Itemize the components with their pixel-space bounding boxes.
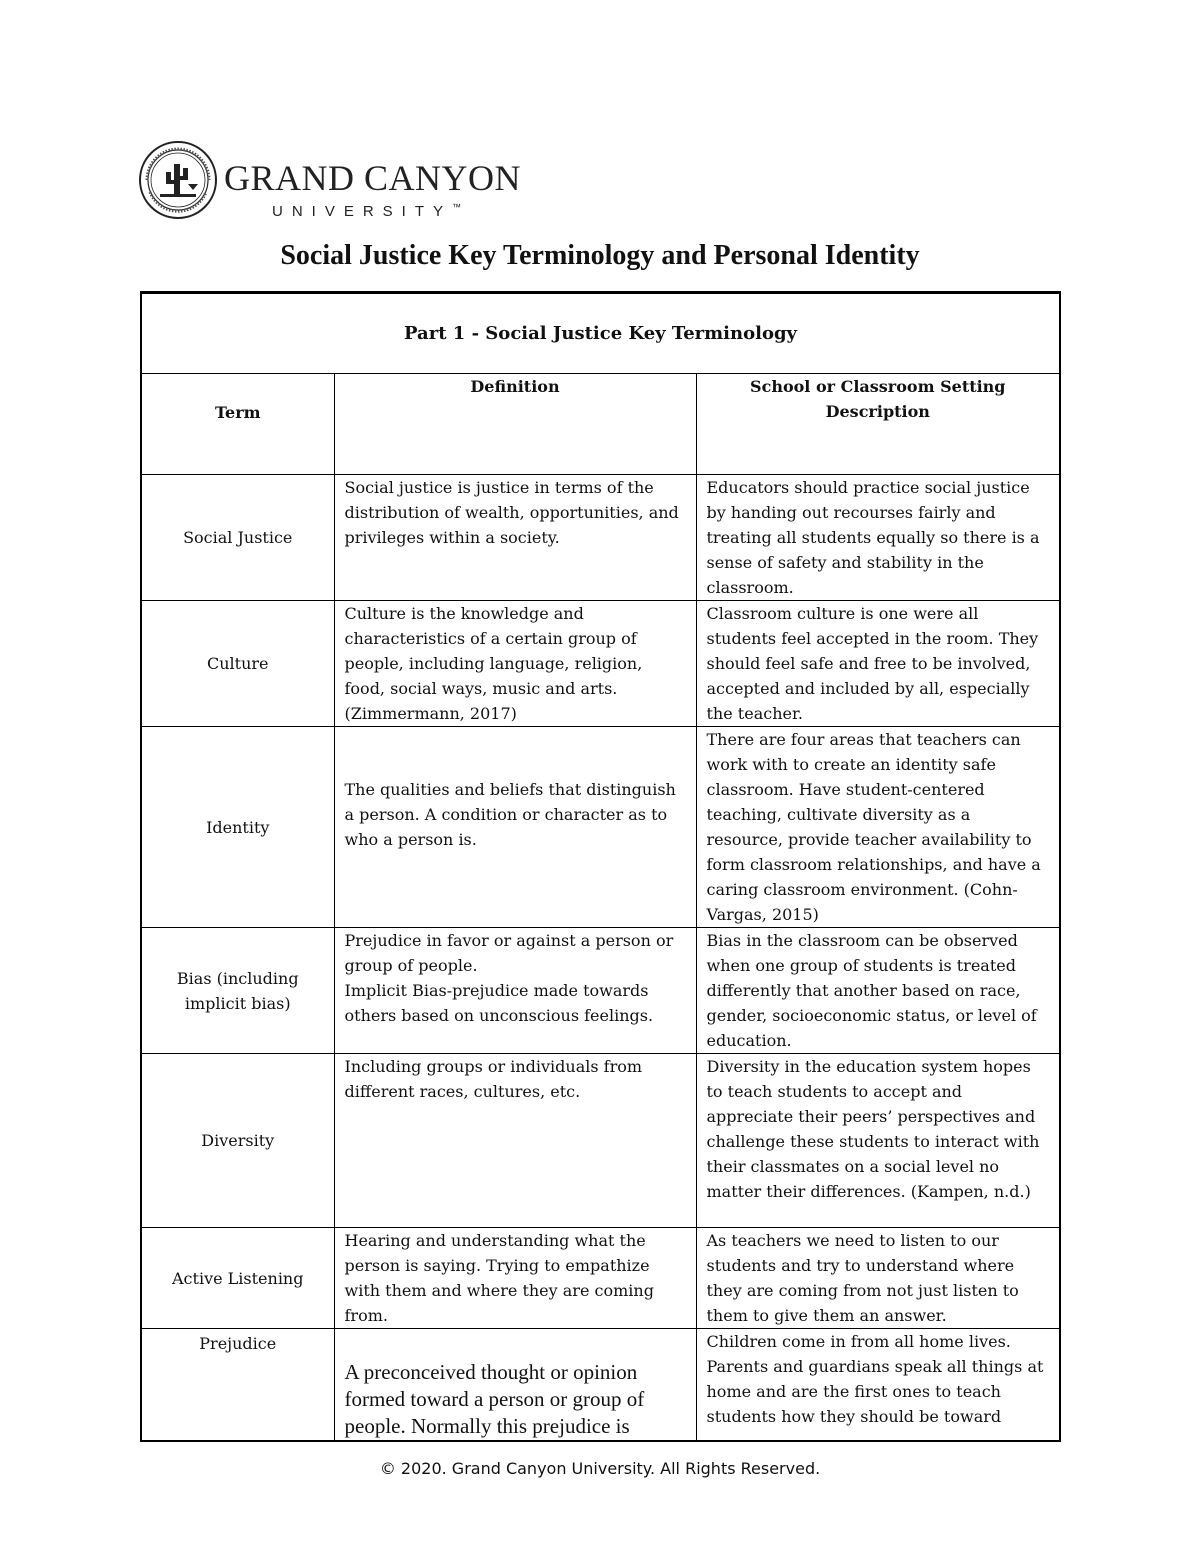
table-row [141,1329,1060,1442]
university-subtitle [272,198,494,221]
table-header-row [141,374,1060,475]
column-header-description: School or Classroom Setting Description [696,374,1060,475]
university-logo [138,140,522,220]
definition-cell [334,928,696,1054]
description-cell: Bias in the classroom can be observed when one group of students is treated differently that another based on race, gender, socioeconomic status, or level of education. [696,928,1060,1054]
column-header-definition: Definition [334,374,696,475]
table-row [141,475,1060,601]
term-cell: Identity [141,727,334,928]
term-cell: Diversity [141,1054,334,1228]
description-cell: Classroom culture is one were all students feel accepted in the room. They should feel safe and free to be involved, accepted and included by all, especially the teacher. [696,601,1060,727]
trademark-mark: ™ [452,202,462,212]
university-name: GRAND CANYON [224,158,522,198]
definition-line: Implicit Bias-prejudice made towards others based on unconscious feelings. [344,981,654,1025]
description-cell: There are four areas that teachers can work with to create an identity safe classroom. Have student-centered teaching, cultivate diversity as a resource, provide teacher availability to form classroom relationships, and have a caring classroom environment. (Cohn-Vargas, 2015) [696,727,1060,928]
definition-cell: A preconceived thought or opinion formed toward a person or group of people. Normally this prejudice is [334,1329,696,1442]
university-seal-icon [138,140,218,220]
description-cell: Children come in from all home lives. Parents and guardians speak all things at home and are the first ones to teach students how they should be toward [696,1329,1060,1442]
terminology-table [140,291,1061,1442]
term-cell: Active Listening [141,1228,334,1329]
table-row [141,1228,1060,1329]
definition-cell: Hearing and understanding what the person is saying. Trying to empathize with them and where they are coming from. [334,1228,696,1329]
table-row [141,928,1060,1054]
table-row [141,1054,1060,1228]
column-header-term: Term [141,374,334,475]
definition-line: Prejudice in favor or against a person or group of people. [344,931,674,975]
definition-cell: Including groups or individuals from different races, cultures, etc. [334,1054,696,1228]
copyright-footer: © 2020. Grand Canyon University. All Rights Reserved. [379,1459,821,1478]
university-subtitle-text: UNIVERSITY [272,203,453,220]
description-cell: As teachers we need to listen to our students and try to understand where they are coming from not just listen to them to give them an answer. [696,1228,1060,1329]
description-cell: Educators should practice social justice by handing out recourses fairly and treating all students equally so there is a sense of safety and stability in the classroom. [696,475,1060,601]
table-row [141,601,1060,727]
term-cell: Bias (including implicit bias) [141,928,334,1054]
part-heading: Part 1 - Social Justice Key Terminology [141,293,1060,374]
table-row [141,727,1060,928]
description-cell: Diversity in the education system hopes to teach students to accept and appreciate their peers’ perspectives and challenge these students to interact with their classmates on a social level no matter their differences. (Kampen, n.d.) [696,1054,1060,1228]
definition-cell: Social justice is justice in terms of the distribution of wealth, opportunities, and privileges within a society. [334,475,696,601]
part-heading-row [141,293,1060,374]
definition-cell: The qualities and beliefs that distinguish a person. A condition or character as to who a person is. [334,727,696,928]
university-wordmark [224,158,522,220]
term-cell: Culture [141,601,334,727]
page-title: Social Justice Key Terminology and Personal Identity [280,240,920,271]
definition-cell: Culture is the knowledge and characteristics of a certain group of people, including language, religion, food, social ways, music and arts. (Zimmermann, 2017) [334,601,696,727]
term-cell: Prejudice [141,1329,334,1442]
term-cell: Social Justice [141,475,334,601]
